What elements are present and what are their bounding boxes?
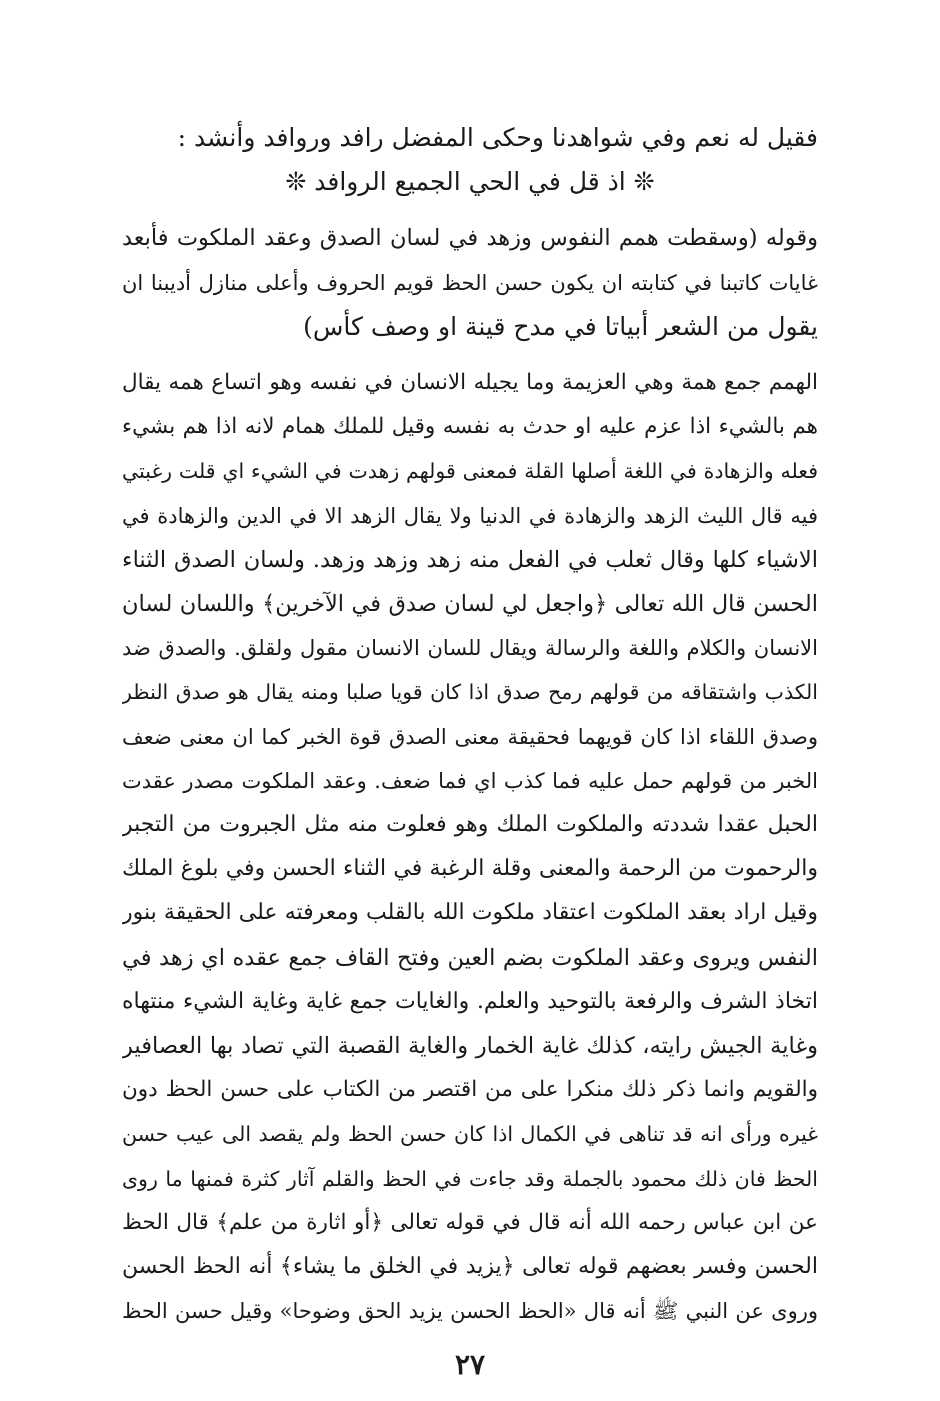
commentary-line: اتخاذ الشرف والرفعة بالتوحيد والعلم. والغايات جمع غاية وغاية الشيء منتهاه <box>122 988 818 1014</box>
commentary-line: وصدق اللقاء اذا كان قويهما فحقيقة معنى الصدق قوة الخبر كما ان معنى ضعف <box>122 724 818 749</box>
commentary-line: الحسن وفسر بعضهم قوله تعالى ﴿يزيد في الخلق ما يشاء﴾ أنه الحظ الحسن <box>122 1254 818 1279</box>
quote-line: غايات كاتبنا في كتابته ان يكون حسن الحظ قويم الحروف وأعلى منازل أديبنا ان <box>122 270 818 295</box>
commentary-line: الخبر من قولهم حمل عليه فما كذب اي فما ضعف. وعقد الملكوت مصدر عقدت <box>122 768 818 793</box>
commentary-line: الحسن قال الله تعالى ﴿واجعل لي لسان صدق في الآخرين﴾ واللسان لسان <box>122 591 818 617</box>
page-number: ٢٧ <box>454 1348 486 1381</box>
commentary-line: الكذب واشتقاقه من قولهم رمح صدق اذا كان قويا صلبا ومنه يقال هو صدق النظر <box>122 680 818 705</box>
commentary-line: والرحموت من الرحمة والمعنى وقلة الرغبة في الثناء الحسن وفي بلوغ الملك <box>122 856 818 882</box>
commentary-line: الحظ فان ذلك محمود بالجملة وقد جاءت في الحظ والقلم آثار كثرة فمنها ما روى <box>122 1166 818 1191</box>
commentary-line: غيره ورأى انه قد تناهى في الكمال اذا كان حسن الحظ ولم يقصد الى عيب حسن <box>122 1122 818 1147</box>
intro-line: فقيل له نعم وفي شواهدنا وحكى المفضل رافد وروافد وأنشد : <box>177 123 818 152</box>
commentary-line: النفس ويروى وعقد الملكوت بضم العين وفتح القاف جمع عقده اي زهد في <box>122 944 818 971</box>
commentary-line: الاشياء كلها وقال ثعلب في الفعل منه زهد وزهد وزهد. ولسان الصدق الثناء <box>122 546 818 573</box>
quote-line: وقوله (وسقطت همم النفوس وزهد في لسان الصدق وعقد الملكوت فأبعد <box>122 225 818 252</box>
commentary-line: فيه قال الليث الزهد والزهادة في الدنيا ولا يقال الزهد الا في الدين والزهادة في <box>122 503 818 528</box>
commentary-line: وروى عن النبي ﷺ أنه قال «الحظ الحسن يزيد الحق وضوحا» وقيل حسن الحظ <box>122 1299 818 1324</box>
commentary-line: الانسان والكلام واللغة والرسالة ويقال للسان الانسان مقول ولقلق. والصدق ضد <box>122 636 818 661</box>
commentary-line: عن ابن عباس رحمه الله أنه قال في قوله تعالى ﴿أو اثارة من علم﴾ قال الحظ <box>122 1209 818 1235</box>
quote-line: يقول من الشعر أبياتا في مدح قينة او وصف كأس) <box>303 311 818 341</box>
commentary-line: والقويم وانما ذكر ذلك منكرا على من اقتصر من الكتاب على حسن الحظ دون <box>122 1077 818 1103</box>
commentary-line: الهمم جمع همة وهي العزيمة وما يجيله الانسان في نفسه وهو اتساع همه يقال <box>122 370 818 395</box>
verse-line: ❊ اذ قل في الحي الجميع الروافد ❊ <box>285 167 655 197</box>
commentary-line: وغاية الجيش رايته، كذلك غاية الخمار والغاية القصبة التي تصاد بها العصافير <box>122 1033 818 1059</box>
commentary-line: وقيل اراد بعقد الملكوت اعتقاد ملكوت الله بالقلب ومعرفته على الحقيقة بنور <box>122 900 818 926</box>
commentary-line: الحبل عقدا شددته والملكوت الملك وهو فعلوت منه مثل الجبروت من التجبر <box>122 812 818 837</box>
commentary-line: هم بالشيء اذا عزم عليه او حدث به نفسه وقيل للملك همام لانه اذا هم بشيء <box>122 414 818 440</box>
commentary-line: فعله والزهادة في اللغة أصلها القلة فمعنى قولهم زهدت في الشيء اي قلت رغبتي <box>122 459 818 484</box>
